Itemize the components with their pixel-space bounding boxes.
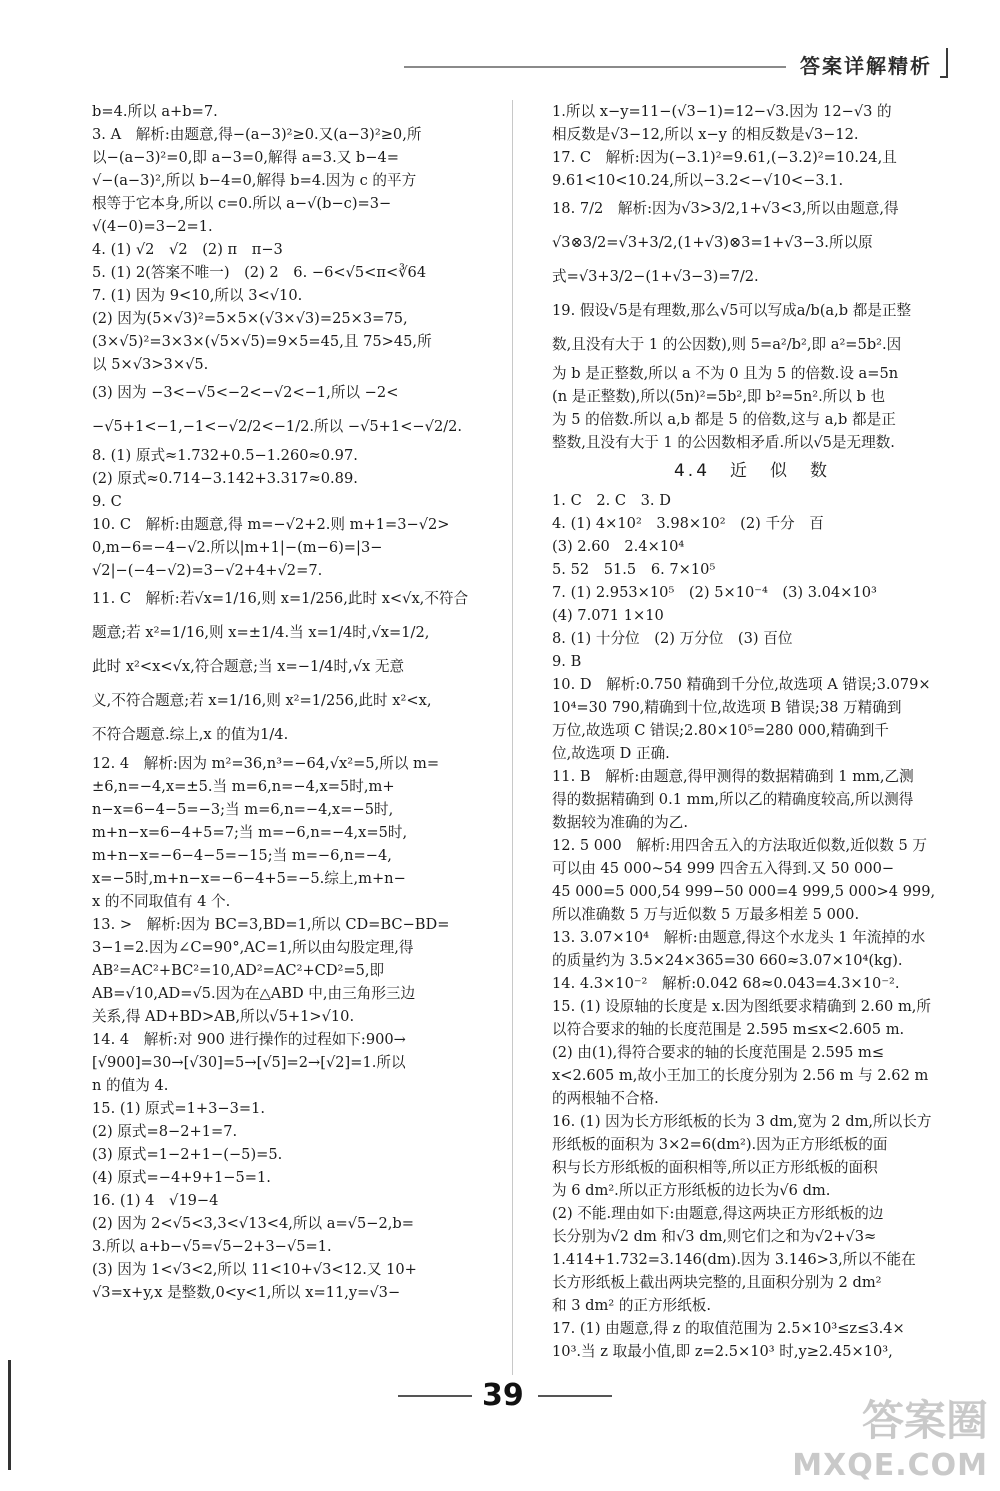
text-line: (4) 原式=−4+9+1−5=1.	[92, 1169, 271, 1186]
text-line: 17. C 解析:因为(−3.1)²=9.61,(−3.2)²=10.24,且	[552, 149, 897, 166]
text-line: (2) 因为(5×√3)²=5×5×(√3×√3)=25×3=75,	[92, 310, 408, 327]
text-line: 以 5×√3>3×√5.	[92, 356, 209, 373]
text-line: 9. C	[92, 493, 122, 510]
watermark-logo-text: 答案圈	[861, 1396, 988, 1445]
text-line: √2|−(−4−√2)=3−√2+4+√2=7.	[92, 562, 323, 579]
footer-line-left	[398, 1395, 472, 1397]
text-line: 11. B 解析:由题意,得甲测得的数据精确到 1 mm,乙测	[552, 768, 914, 785]
text-line: 以符合要求的轴的长度范围是 2.595 m≤x<2.605 m.	[552, 1021, 905, 1038]
text-line: ±6,n=−4,x=±5.当 m=6,n=−4,x=5时,m+	[92, 778, 395, 795]
text-line: 以−(a−3)²=0,即 a−3=0,解得 a=3.又 b−4=	[92, 149, 400, 166]
text-line: 14. 4.3×10⁻² 解析:0.042 68≈0.043=4.3×10⁻².	[552, 975, 900, 992]
text-line: 3−1=2.因为∠C=90°,AC=1,所以由勾股定理,得	[92, 939, 414, 956]
text-line: 13. > 解析:因为 BC=3,BD=1,所以 CD=BC−BD=	[92, 916, 450, 933]
column-divider	[512, 100, 513, 1375]
text-line: 题意;若 x²=1/16,则 x=±1/4.当 x=1/4时,√x=1/2,	[92, 624, 430, 641]
text-line: 17. (1) 由题意,得 z 的取值范围为 2.5×10³≤z≤3.4×	[552, 1320, 905, 1337]
header-bracket	[940, 48, 948, 78]
page-number: 39	[482, 1378, 524, 1413]
header-title: 答案详解精析	[800, 54, 932, 78]
text-line: (3) 原式=1−2+1−(−5)=5.	[92, 1146, 283, 1163]
text-line: 形纸板的面积为 3×2=6(dm²).因为正方形纸板的面	[552, 1136, 888, 1153]
text-line: 12. 4 解析:因为 m²=36,n³=−64,√x²=5,所以 m=	[92, 755, 440, 772]
text-line: 此时 x²<x<√x,符合题意;当 x=−1/4时,√x 无意	[92, 658, 405, 675]
text-line: 8. (1) 原式≈1.732+0.5−1.260≈0.97.	[92, 447, 358, 464]
text-line: (3) 2.60 2.4×10⁴	[552, 538, 685, 555]
text-line: n−x=6−4−5=−3;当 m=6,n=−4,x=−5时,	[92, 801, 394, 818]
text-line: −√5+1<−1,−1<−√2/2<−1/2.所以 −√5+1<−√2/2.	[92, 418, 463, 435]
text-line: 位,故选项 D 正确.	[552, 745, 670, 762]
text-line: 13. 3.07×10⁴ 解析:由题意,得这个水龙头 1 年流掉的水	[552, 929, 926, 946]
text-line: 长分别为√2 dm 和√3 dm,则它们之和为√2+√3≈	[552, 1228, 877, 1245]
text-line: (2) 原式≈0.714−3.142+3.317≈0.89.	[92, 470, 358, 487]
text-line: 10³.当 z 取最小值,即 z=2.5×10³ 时,y≥2.45×10³,	[552, 1343, 893, 1360]
text-line: 9.61<10<10.24,所以−3.2<−√10<−3.1.	[552, 172, 844, 189]
text-line: m+n−x=−6−4−5=−15;当 m=−6,n=−4,	[92, 847, 392, 864]
text-line: 15. (1) 设原轴的长度是 x.因为图纸要求精确到 2.60 m,所	[552, 998, 932, 1015]
text-line: 5. 52 51.5 6. 7×10⁵	[552, 561, 716, 578]
text-line: 16. (1) 4 √19−4	[92, 1192, 219, 1209]
text-line: 9. B	[552, 653, 582, 670]
text-line: (4) 7.071 1×10	[552, 607, 664, 624]
text-line: 45 000=5 000,54 999−50 000=4 999,5 000>4 999,	[552, 883, 936, 900]
text-line: 3. A 解析:由题意,得−(a−3)²≥0.又(a−3)²≥0,所	[92, 126, 422, 143]
text-line: 1. C 2. C 3. D	[552, 492, 671, 509]
text-line: 4. (1) √2 √2 (2) π π−3	[92, 241, 283, 258]
text-line: n 的值为 4.	[92, 1077, 169, 1094]
text-line: (2) 因为 2<√5<3,3<√13<4,所以 a=√5−2,b=	[92, 1215, 414, 1232]
right-column-part-a	[552, 100, 952, 454]
text-line: 根等于它本身,所以 c=0.所以 a−√(b−c)=3−	[92, 195, 392, 212]
text-line: 18. 7/2 解析:因为√3>3/2,1+√3<3,所以由题意,得	[552, 200, 899, 217]
text-line: [√900]=30→[√30]=5→[√5]=2→[√2]=1.所以	[92, 1054, 406, 1071]
text-line: 的两根轴不合格.	[552, 1090, 659, 1107]
text-line: x=−5时,m+n−x=−6−4+5=−5.综上,m+n−	[92, 870, 406, 887]
text-line: 整数,且没有大于 1 的公因数相矛盾.所以√5是无理数.	[552, 434, 895, 451]
text-line: 义,不符合题意;若 x=1/16,则 x²=1/256,此时 x²<x,	[92, 692, 432, 709]
text-line: √3=x+y,x 是整数,0<y<1,所以 x=11,y=√3−	[92, 1284, 401, 1301]
footer-line-right	[538, 1395, 612, 1397]
text-line: 得的数据精确到 0.1 mm,所以乙的精确度较高,所以测得	[552, 791, 914, 808]
text-line: 积与长方形纸板的面积相等,所以正方形纸板的面积	[552, 1159, 878, 1176]
text-line: 16. (1) 因为长方形纸板的长为 3 dm,宽为 2 dm,所以长方	[552, 1113, 932, 1130]
text-line: (3×√5)²=3×3×(√5×√5)=9×5=45,且 75>45,所	[92, 333, 432, 350]
text-line: √3⊗3/2=√3+3/2,(1+√3)⊗3=1+√3−3.所以原	[552, 234, 873, 251]
text-line: 7. (1) 2.953×10⁵ (2) 5×10⁻⁴ (3) 3.04×10³	[552, 584, 877, 601]
section-title: 4.4 近 似 数	[673, 461, 831, 481]
text-line: x 的不同取值有 4 个.	[92, 893, 231, 910]
text-line: 15. (1) 原式=1+3−3=1.	[92, 1100, 266, 1117]
text-line: (2) 由(1),得符合要求的轴的长度范围是 2.595 m≤	[552, 1044, 885, 1061]
text-line: (2) 原式=8−2+1=7.	[92, 1123, 238, 1140]
text-line: 3.所以 a+b−√5=√5−2+3−√5=1.	[92, 1238, 332, 1255]
right-column	[552, 100, 952, 1363]
text-line: 10⁴=30 790,精确到十位,故选项 B 错误;38 万精确到	[552, 699, 902, 716]
text-line: 为 6 dm².所以正方形纸板的边长为√6 dm.	[552, 1182, 831, 1199]
watermark-url: MXQE.COM	[792, 1448, 988, 1483]
text-line: 4. (1) 4×10² 3.98×10² (2) 千分 百	[552, 515, 824, 532]
text-line: 1.414+1.732=3.146(dm).因为 3.146>3,所以不能在	[552, 1251, 916, 1268]
text-line: (3) 因为 −3<−√5<−2<−√2<−1,所以 −2<	[92, 384, 399, 401]
text-line: (2) 不能.理由如下:由题意,得这两块正方形纸板的边	[552, 1205, 884, 1222]
text-line: 11. C 解析:若√x=1/16,则 x=1/256,此时 x<√x,不符合	[92, 590, 469, 607]
watermark	[792, 1388, 988, 1483]
text-line: 不符合题意.综上,x 的值为1/4.	[92, 726, 289, 743]
left-column	[92, 100, 498, 1304]
text-line: 0,m−6=−4−√2.所以|m+1|−(m−6)=|3−	[92, 539, 383, 556]
text-line: 相反数是√3−12,所以 x−y 的相反数是√3−12.	[552, 126, 859, 143]
text-line: 10. C 解析:由题意,得 m=−√2+2.则 m+1=3−√2>	[92, 516, 450, 533]
text-line: 19. 假设√5是有理数,那么√5可以写成a/b(a,b 都是正整	[552, 302, 912, 319]
text-line: 万位,故选项 C 错误;2.80×10⁵=280 000,精确到千	[552, 722, 889, 739]
text-line: 1.所以 x−y=11−(√3−1)=12−√3.因为 12−√3 的	[552, 103, 892, 120]
text-line: √−(a−3)²,所以 b−4=0,解得 b=4.因为 c 的平方	[92, 172, 417, 189]
text-line: 10. D 解析:0.750 精确到千分位,故选项 A 错误;3.079×	[552, 676, 931, 693]
text-line: 长方形纸板上截出两块完整的,且面积分别为 2 dm²	[552, 1274, 882, 1291]
text-line: m+n−x=6−4+5=7;当 m=−6,n=−4,x=5时,	[92, 824, 408, 841]
text-line: 7. (1) 因为 9<10,所以 3<√10.	[92, 287, 303, 304]
text-line: AB²=AC²+BC²=10,AD²=AC²+CD²=5,即	[92, 962, 385, 979]
text-line: (3) 因为 1<√3<2,所以 11<10+√3<12.又 10+	[92, 1261, 417, 1278]
text-line: 关系,得 AD+BD>AB,所以√5+1>√10.	[92, 1008, 355, 1025]
text-line: 可以由 45 000~54 999 四舍五入得到.又 50 000−	[552, 860, 895, 877]
text-line: 5. (1) 2(答案不唯一) (2) 2 6. −6<√5<π<∛64	[92, 264, 427, 281]
text-line: 为 5 的倍数.所以 a,b 都是 5 的倍数,这与 a,b 都是正	[552, 411, 896, 428]
text-line: 为 b 是正整数,所以 a 不为 0 且为 5 的倍数.设 a=5n	[552, 365, 899, 382]
text-line: 的质量约为 3.5×24×365=30 660≈3.07×10⁴(kg).	[552, 952, 903, 969]
right-column-part-b	[552, 489, 952, 1363]
text-line: 8. (1) 十分位 (2) 万分位 (3) 百位	[552, 630, 793, 647]
text-line: x<2.605 m,故小王加工的长度分别为 2.56 m 与 2.62 m	[552, 1067, 929, 1084]
text-line: b=4.所以 a+b=7.	[92, 103, 218, 120]
text-line: 式=√3+3/2−(1+√3−3)=7/2.	[552, 268, 759, 285]
text-line: AB=√10,AD=√5.因为在△ABD 中,由三角形三边	[92, 985, 416, 1002]
text-line: 和 3 dm² 的正方形纸板.	[552, 1297, 712, 1314]
header-rule	[404, 66, 786, 68]
text-line: 数据较为准确的为乙.	[552, 814, 688, 831]
text-line: √(4−0)=3−2=1.	[92, 218, 213, 235]
left-edge-mark	[8, 1360, 11, 1470]
text-line: (n 是正整数),所以(5n)²=5b²,即 b²=5n².所以 b 也	[552, 388, 886, 405]
text-line: 14. 4 解析:对 900 进行操作的过程如下:900→	[92, 1031, 406, 1048]
text-line: 所以准确数 5 万与近似数 5 万最多相差 5 000.	[552, 906, 860, 923]
text-line: 12. 5 000 解析:用四舍五入的方法取近似数,近似数 5 万	[552, 837, 928, 854]
text-line: 数,且没有大于 1 的公因数),则 5=a²/b²,即 a²=5b².因	[552, 336, 902, 353]
